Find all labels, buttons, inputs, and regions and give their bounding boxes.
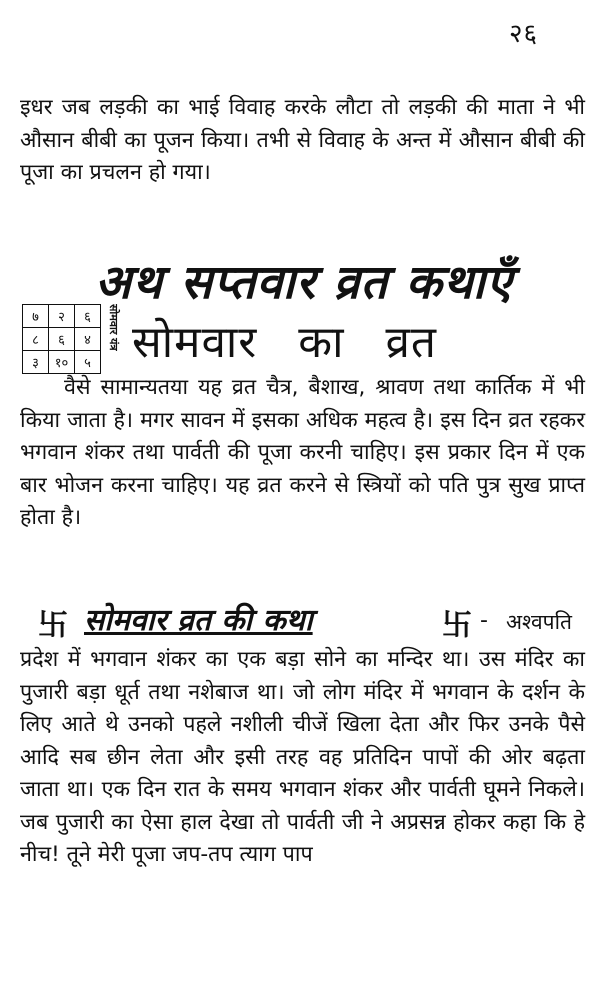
yantra-cell: ४ xyxy=(75,328,101,351)
story-lead-word: अश्वपति xyxy=(506,610,572,634)
yantra-cell: ७ xyxy=(23,305,49,328)
story-heading-line xyxy=(20,598,585,643)
yantra-cell: ३ xyxy=(23,351,49,374)
sub-heading: सोमवार का व्रत xyxy=(132,317,438,368)
yantra-cell: ८ xyxy=(23,328,49,351)
story-heading: सोमवार व्रत की कथा xyxy=(84,603,313,638)
intro-paragraph: इधर जब लड़की का भाई विवाह करके लौटा तो लड़की की माता ने भी औसान बीबी का पूजन किया। तभी से विवाह के अन्त में औसान बीबी की पूजा का प्रचलन हो गया। xyxy=(20,95,585,185)
swastika-icon: 卐 xyxy=(442,608,472,643)
main-heading: अथ सप्तवार व्रत कथाएँ xyxy=(95,255,513,310)
page-number: २६ xyxy=(508,19,538,49)
yantra-cell: ६ xyxy=(75,305,101,328)
story-paragraph: प्रदेश में भगवान शंकर का एक बड़ा सोने का मन्दिर था। उस मंदिर का पुजारी बड़ा धूर्त तथा नशेबाज था। जो लोग मंदिर में भगवान के दर्शन के लिए आते थे उनको पहले नशीली चीजें खिला देता और फिर उनके पैसे आदि सब छीन लेता और इसी तरह वह प्रतिदिन पापों की ओर बढ़ता जाता था। एक दिन रात के समय भगवान शंकर और पार्वती घूमने निकले। जब पुजारी का ऐसा हाल देखा तो पार्वती जी ने अप्रसन्न होकर कहा कि हे नीच! तूने मेरी पूजा जप-तप त्याग पाप xyxy=(20,647,585,867)
yantra-cell: ५ xyxy=(75,351,101,374)
vrat-paragraph: वैसे सामान्यतया यह व्रत चैत्र, बैशाख, श्रावण तथा कार्तिक में भी किया जाता है। मगर सावन में इसका अधिक महत्व है। इस दिन व्रत रहकर भगवान शंकर तथा पार्वती की पूजा करनी चाहिए। इस प्रकार दिन में एक बार भोजन करना चाहिए। यह व्रत करने से स्त्रियों को पति पुत्र सुख प्राप्त होता है। xyxy=(20,375,585,530)
yantra-cell: २ xyxy=(49,305,75,328)
swastika-icon: 卐 xyxy=(38,608,68,643)
somvar-yantra-grid xyxy=(22,304,101,374)
yantra-cell: ६ xyxy=(49,328,75,351)
story-dash: - xyxy=(480,608,488,633)
yantra-cell: १० xyxy=(49,351,75,374)
yantra-caption: सोमवार यंत्र xyxy=(107,304,120,351)
